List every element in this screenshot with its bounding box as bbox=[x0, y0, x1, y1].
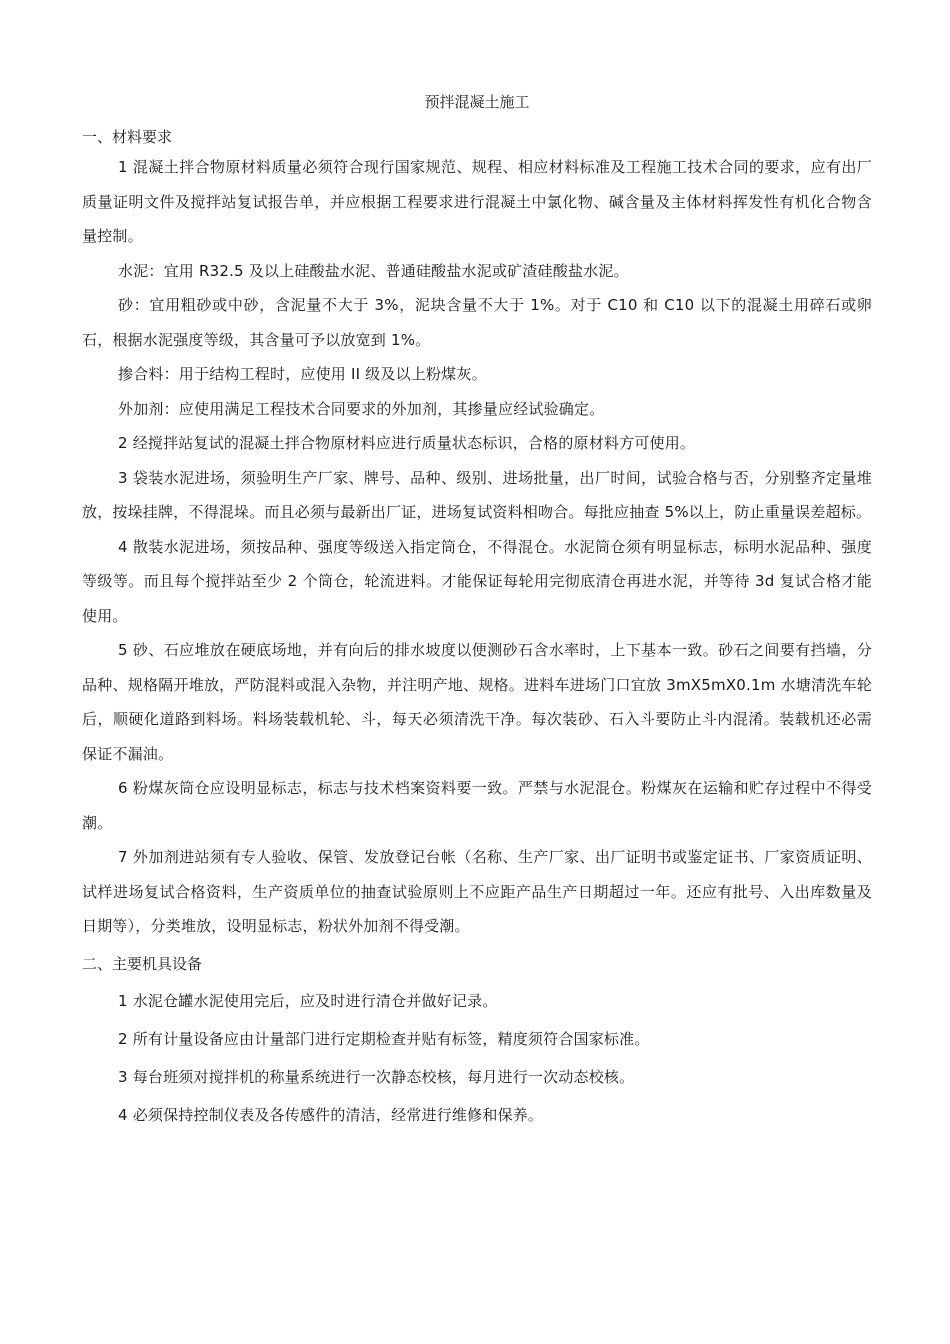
paragraph: 外加剂：应使用满足工程技术合同要求的外加剂，其掺量应经试验确定。 bbox=[118, 399, 605, 418]
paragraph: 4 散装水泥进场，须按品种、强度等级送入指定筒仓，不得混仓。水泥筒仓须有明显标志，标明水泥品种、强度等级等。而且每个搅拌站至少 2 个筒仓，轮流进料。才能保证每轮用完彻底清仓再进水泥，并等待 3d 复试合格才能使用。 bbox=[82, 537, 872, 625]
paragraph: 6 粉煤灰筒仓应设明显标志，标志与技术档案资料要一致。严禁与水泥混仓。粉煤灰在运输和贮存过程中不得受潮。 bbox=[82, 779, 872, 832]
paragraph: 7 外加剂进站须有专人验收、保管、发放登记台帐（名称、生产厂家、出厂证明书或鉴定证书、厂家资质证明、试样进场复试合格资料，生产资质单位的抽查试验原则上不应距产品生产日期超过一年。还应有批号、入出库数量及日期等），分类堆放，设明显标志，粉状外加剂不得受潮。 bbox=[82, 848, 872, 935]
section-materials bbox=[82, 127, 872, 944]
paragraph: 1 水泥仓罐水泥使用完后，应及时进行清仓并做好记录。 bbox=[118, 991, 498, 1010]
paragraph: 2 经搅拌站复试的混凝土拌合物原材料应进行质量状态标识，合格的原材料方可使用。 bbox=[118, 434, 696, 452]
paragraph: 水泥：宜用 R32.5 及以上硅酸盐水泥、普通硅酸盐水泥或矿渣硅酸盐水泥。 bbox=[118, 261, 629, 280]
section-heading-equipment: 二、主要机具设备 bbox=[82, 954, 203, 973]
paragraph: 5 砂、石应堆放在硬底场地，并有向后的排水坡度以便测砂石含水率时，上下基本一致。砂石之间要有挡墙，分品种、规格隔开堆放，严防混料或混入杂物，并注明产地、规格。进料车进场门口宜放 3mX5mX0.1m 水塘清洗车轮后，顺硬化道路到料场。料场装载机轮、斗，每天必须清洗干净。每次装砂、石入斗要防止斗内混淆。装载机还必需保证不漏油。 bbox=[82, 641, 872, 763]
paragraph: 1 混凝土拌合物原材料质量必须符合现行国家规范、规程、相应材料标准及工程施工技术合同的要求，应有出厂质量证明文件及搅拌站复试报告单，并应根据工程要求进行混凝土中氯化物、碱含量及主体材料挥发性有机化合物含量控制。 bbox=[82, 158, 872, 245]
paragraph: 2 所有计量设备应由计量部门进行定期检查并贴有标签，精度须符合国家标准。 bbox=[118, 1029, 650, 1048]
paragraph: 砂：宜用粗砂或中砂，含泥量不大于 3%，泥块含量不大于 1%。对于 C10 和 C10 以下的混凝土用碎石或卵石，根据水泥强度等级，其含量可予以放宽到 1%。 bbox=[82, 296, 872, 349]
paragraph: 3 袋装水泥进场，须验明生产厂家、牌号、品种、级别、进场批量，出厂时间，试验合格与否，分别整齐定量堆放，按垛挂牌，不得混垛。而且必须与最新出厂证，进场复试资料相吻合。每批应抽查 5%以上，防止重量误差超标。 bbox=[82, 468, 872, 521]
section-heading-materials: 一、材料要求 bbox=[82, 128, 173, 146]
paragraph: 掺合料：用于结构工程时，应使用 II 级及以上粉煤灰。 bbox=[118, 365, 487, 383]
document-title: 预拌混凝土施工 bbox=[424, 93, 530, 111]
paragraph: 3 每台班须对搅拌机的称量系统进行一次静态校核，每月进行一次动态校核。 bbox=[118, 1067, 635, 1086]
document-page bbox=[82, 92, 872, 1134]
paragraph: 4 必须保持控制仪表及各传感件的清洁，经常进行维修和保养。 bbox=[118, 1105, 544, 1124]
section-equipment bbox=[82, 954, 872, 1134]
